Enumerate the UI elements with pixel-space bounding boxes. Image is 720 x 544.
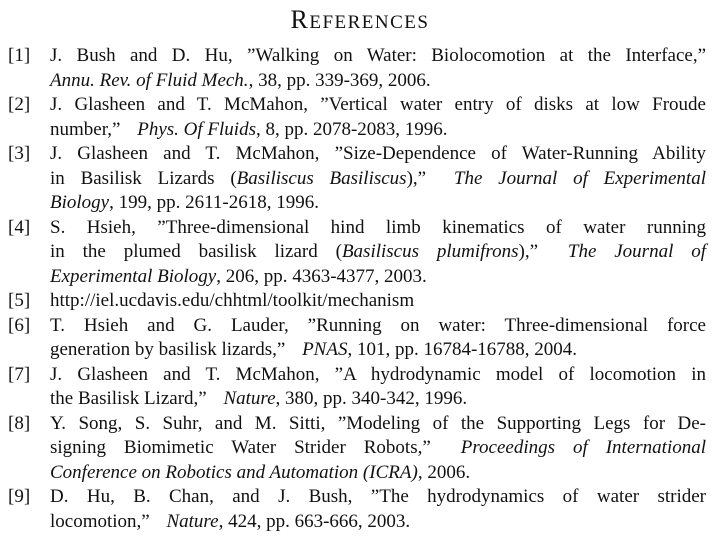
reference-line bbox=[50, 363, 706, 388]
citation-source: Conference on Robotics and Automation (ICRA) bbox=[50, 461, 418, 483]
reference-line bbox=[50, 69, 706, 94]
reference-item bbox=[8, 314, 706, 363]
reference-number: [9] bbox=[8, 486, 31, 507]
reference-number: [5] bbox=[8, 290, 31, 311]
citation-text: ),” bbox=[518, 241, 539, 262]
reference-line bbox=[50, 412, 706, 437]
reference-number: [4] bbox=[8, 216, 31, 238]
reference-line bbox=[50, 338, 706, 363]
reference-item bbox=[8, 93, 706, 142]
citation-text: , 199, pp. 2611-2618, 1996. bbox=[109, 192, 319, 213]
citation-text: J. Glasheen and T. McMahon, ”Size-Dependence of Water-Running Ability bbox=[50, 143, 706, 164]
citation-text: locomotion,” bbox=[50, 510, 150, 532]
citation-text: , 101, pp. 16784-16788, 2004. bbox=[347, 339, 578, 360]
reference-number: [2] bbox=[8, 94, 31, 115]
citation-text: , 206, pp. 4363-4377, 2003. bbox=[216, 265, 427, 287]
reference-number: [8] bbox=[8, 412, 31, 434]
reference-list bbox=[8, 44, 706, 534]
citation-text: in the plumed basilisk lizard ( bbox=[50, 241, 342, 262]
citation-text: J. Glasheen and T. McMahon, ”Vertical water entry of disks at low Froude bbox=[50, 94, 706, 115]
citation-source: The Journal of Experimental bbox=[453, 167, 706, 189]
citation-text: , 424, pp. 663-666, 2003. bbox=[218, 510, 411, 532]
citation-text: , 38, pp. 339-369, 2006. bbox=[248, 69, 431, 91]
reference-line bbox=[50, 510, 706, 535]
reference-item bbox=[8, 289, 706, 314]
citation-text: J. Glasheen and T. McMahon, ”A hydrodynamic model of locomotion in bbox=[50, 363, 706, 385]
reference-number: [7] bbox=[8, 363, 31, 385]
citation-source: Annu. Rev. of Fluid Mech. bbox=[50, 69, 249, 91]
reference-line bbox=[50, 191, 706, 216]
reference-item bbox=[8, 44, 706, 93]
citation-text: J. Bush and D. Hu, ”Walking on Water: Biolocomotion at the Interface,” bbox=[50, 45, 706, 66]
reference-line bbox=[50, 461, 706, 486]
citation-source: Biology bbox=[50, 192, 110, 213]
reference-item bbox=[8, 412, 706, 486]
citation-text: , 8, pp. 2078-2083, 1996. bbox=[255, 118, 448, 140]
citation-text: the Basilisk Lizard,” bbox=[50, 388, 207, 409]
references-heading bbox=[0, 6, 720, 37]
reference-line bbox=[50, 436, 706, 461]
citation-text: signing Biomimetic Water Strider Robots,” bbox=[50, 437, 431, 458]
citation-text: http://iel.ucdavis.edu/chhtml/toolkit/mechanism bbox=[50, 290, 415, 311]
reference-line bbox=[50, 44, 706, 69]
citation-text: , 380, pp. 340-342, 1996. bbox=[275, 388, 468, 409]
reference-line bbox=[50, 216, 706, 241]
reference-line bbox=[50, 314, 706, 339]
reference-number: [1] bbox=[8, 45, 31, 66]
reference-line bbox=[50, 167, 706, 192]
reference-line bbox=[50, 289, 706, 314]
reference-number: [6] bbox=[8, 314, 31, 336]
citation-source: Proceedings of International bbox=[460, 437, 707, 458]
citation-text: D. Hu, B. Chan, and J. Bush, ”The hydrodynamics of water strider bbox=[50, 486, 706, 507]
citation-text: Y. Song, S. Suhr, and M. Sitti, ”Modeling of the Supporting Legs for De- bbox=[50, 412, 706, 434]
reference-line bbox=[50, 93, 706, 118]
reference-line bbox=[50, 265, 706, 290]
citation-source: Basiliscus Basiliscus bbox=[236, 167, 407, 189]
heading-rest: EFERENCES bbox=[309, 12, 430, 33]
heading-initial: R bbox=[290, 5, 310, 34]
citation-text: in Basilisk Lizards ( bbox=[50, 167, 237, 189]
reference-number: [3] bbox=[8, 143, 31, 164]
citation-source: Experimental Biology bbox=[50, 265, 217, 287]
reference-item bbox=[8, 216, 706, 290]
citation-text: ),” bbox=[406, 167, 427, 189]
reference-line bbox=[50, 240, 706, 265]
citation-text: , 2006. bbox=[417, 461, 471, 483]
reference-line bbox=[50, 485, 706, 510]
citation-text: S. Hsieh, ”Three-dimensional hind limb kinematics of water running bbox=[50, 216, 706, 238]
citation-source: Basiliscus plumifrons bbox=[341, 241, 519, 262]
citation-text: T. Hsieh and G. Lauder, ”Running on water: Three-dimensional force bbox=[50, 314, 706, 336]
citation-text: generation by basilisk lizards,” bbox=[50, 339, 286, 360]
citation-source: The Journal of bbox=[567, 241, 707, 262]
reference-item bbox=[8, 363, 706, 412]
reference-item bbox=[8, 142, 706, 216]
citation-source: Phys. Of Fluids bbox=[137, 118, 256, 140]
reference-line bbox=[50, 142, 706, 167]
citation-source: Nature bbox=[223, 388, 276, 409]
reference-item bbox=[8, 485, 706, 534]
citation-text: number,” bbox=[50, 118, 121, 140]
citation-source: Nature bbox=[166, 510, 219, 532]
reference-line bbox=[50, 387, 706, 412]
reference-line bbox=[50, 118, 706, 143]
citation-source: PNAS bbox=[302, 339, 348, 360]
